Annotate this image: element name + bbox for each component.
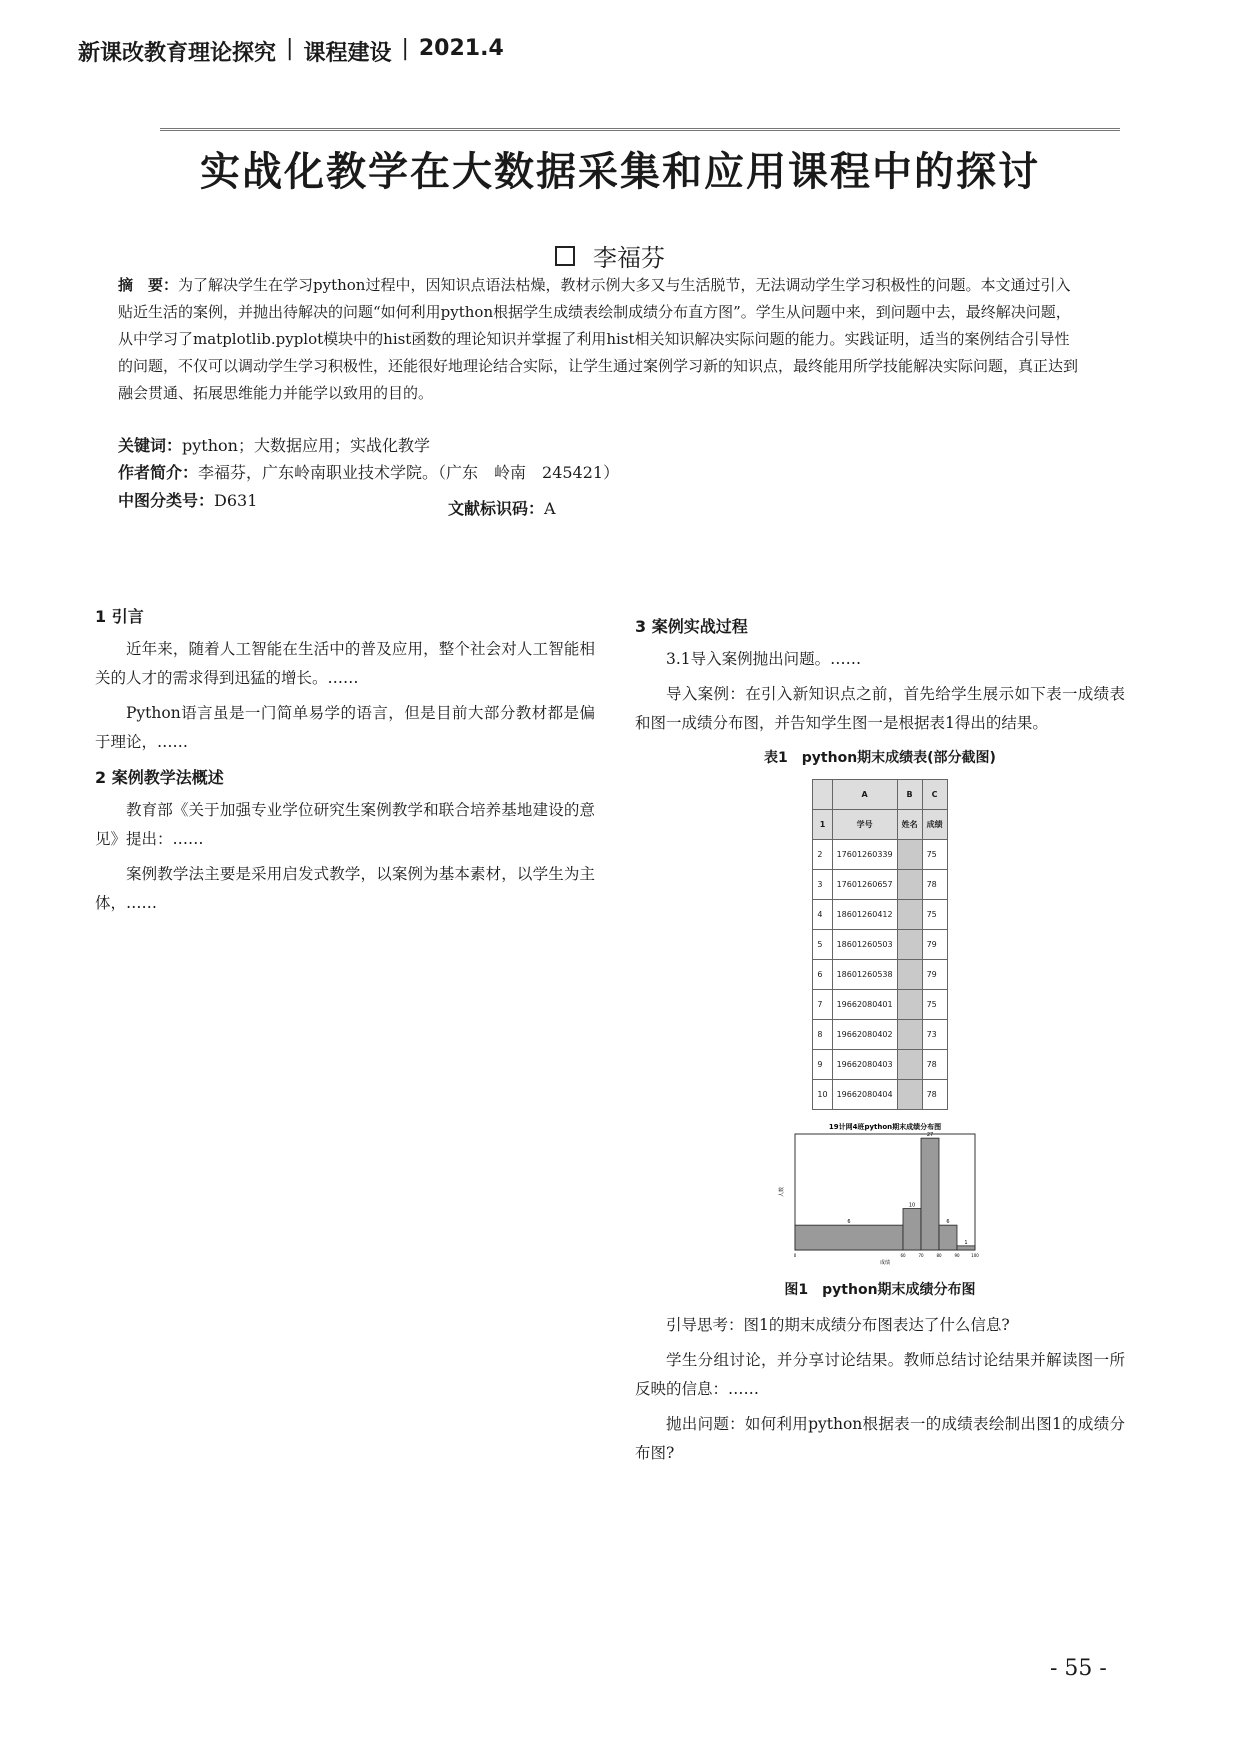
column-header: 姓名 [897, 810, 922, 840]
student-id-cell: 18601260412 [832, 900, 897, 930]
row-number-cell: 5 [813, 930, 832, 960]
row-number-cell: 7 [813, 990, 832, 1020]
score-cell: 75 [922, 840, 947, 870]
student-id-cell: 19662080401 [832, 990, 897, 1020]
bio-text: 李福芬，广东岭南职业技术学院。（广东 岭南 245421） [198, 463, 620, 482]
row-number-cell [813, 780, 832, 810]
redacted-name-cell [897, 990, 922, 1020]
score-cell: 78 [922, 1080, 947, 1110]
score-cell: 75 [922, 990, 947, 1020]
histogram-bar [939, 1225, 957, 1250]
doc-code-label: 文献标识码： [448, 499, 545, 518]
page-number: - 55 - [1050, 1656, 1107, 1681]
table-row [813, 1020, 947, 1050]
paragraph: 3.1导入案例抛出问题。…… [666, 650, 862, 668]
row-number-cell: 10 [813, 1080, 832, 1110]
section-heading-3: 3 案例实战过程 [635, 617, 748, 636]
table-row [813, 900, 947, 930]
paragraph: 近年来，随着人工智能在生活中的普及应用，整个社会对人工智能相关的人才的需求得到迅猛的增长。…… [95, 640, 595, 687]
score-cell: 73 [922, 1020, 947, 1050]
paragraph: Python语言虽是一门简单易学的语言，但是目前大部分教材都是偏于理论，…… [95, 704, 595, 751]
student-id-cell: 17601260339 [832, 840, 897, 870]
column-header: 成绩 [922, 810, 947, 840]
author-line [555, 238, 665, 273]
column-header: 学号 [832, 810, 897, 840]
redacted-name-cell [897, 1050, 922, 1080]
paper-title: 实战化教学在大数据采集和应用课程中的探讨 [200, 149, 1040, 195]
paragraph: 引导思考：图1的期末成绩分布图表达了什么信息? [666, 1316, 1010, 1334]
bar-value-label: 1 [964, 1239, 968, 1246]
histogram-bar [921, 1138, 939, 1250]
x-axis-label: 成绩 [879, 1260, 891, 1266]
y-axis-label: 人数 [779, 1186, 785, 1198]
redacted-name-cell [897, 840, 922, 870]
score-cell: 79 [922, 930, 947, 960]
bar-value-label: 6 [847, 1219, 851, 1226]
table-row [813, 930, 947, 960]
table-row [813, 990, 947, 1020]
section-heading-1: 1 引言 [95, 607, 144, 626]
keywords-text: python；大数据应用；实战化教学 [182, 436, 430, 455]
column-letter: A [832, 780, 897, 810]
table-row [813, 1050, 947, 1080]
table-row [813, 1080, 947, 1110]
student-id-cell: 19662080402 [832, 1020, 897, 1050]
row-number-cell: 3 [813, 870, 832, 900]
table-row [813, 840, 947, 870]
paragraph: 导入案例：在引入新知识点之前，首先给学生展示如下表一成绩表和图一成绩分布图，并告知学生图一是根据表1得出的结果。 [635, 685, 1125, 732]
issue: 2021.4 [418, 36, 504, 61]
running-header: 新课改教育理论探究 | 课程建设 | 2021.4 [78, 36, 504, 66]
row-number-cell: 2 [813, 840, 832, 870]
classification [118, 488, 257, 511]
paragraph: 抛出问题：如何利用python根据表一的成绩表绘制出图1的成绩分布图? [635, 1415, 1125, 1462]
redacted-name-cell [897, 960, 922, 990]
journal-name: 新课改教育理论探究 [78, 41, 277, 66]
histogram-bar [795, 1225, 903, 1250]
abstract-label: 摘 要： [118, 276, 179, 294]
redacted-name-cell [897, 1080, 922, 1110]
paragraph: 学生分组讨论，并分享讨论结果。教师总结讨论结果并解读图一所反映的信息：…… [635, 1351, 1125, 1398]
figure-caption: 图1 python期末成绩分布图 [784, 1282, 976, 1298]
student-id-cell: 18601260503 [832, 930, 897, 960]
classification-label: 中图分类号： [118, 491, 215, 510]
row-number-cell: 8 [813, 1020, 832, 1050]
grade-table-body [813, 780, 947, 1110]
table-caption: 表1 python期末成绩表(部分截图) [764, 750, 996, 766]
classification-value: D631 [214, 491, 258, 510]
column-letter: B [897, 780, 922, 810]
table-row [813, 870, 947, 900]
bio-label: 作者简介： [118, 463, 199, 482]
keywords [118, 433, 430, 456]
row-number-cell: 6 [813, 960, 832, 990]
bar-value-label: 27 [926, 1132, 934, 1139]
paragraph: 教育部《关于加强专业学位研究生案例教学和联合培养基地建设的意见》提出：…… [95, 801, 595, 848]
doc-code [448, 496, 556, 519]
box-icon [555, 246, 575, 266]
abstract [118, 272, 1078, 407]
grade-table [812, 779, 947, 1110]
row-number-cell: 9 [813, 1050, 832, 1080]
bar-value-label: 6 [946, 1219, 950, 1226]
x-tick-label: 100 [971, 1253, 979, 1258]
redacted-name-cell [897, 930, 922, 960]
score-cell: 75 [922, 900, 947, 930]
score-cell: 78 [922, 870, 947, 900]
keywords-label: 关键词： [118, 436, 183, 455]
left-column [95, 598, 595, 924]
author-name: 李福芬 [593, 244, 665, 272]
table-row [813, 780, 947, 810]
header-rule [160, 128, 1120, 131]
score-cell: 79 [922, 960, 947, 990]
student-id-cell: 18601260538 [832, 960, 897, 990]
table-row [813, 960, 947, 990]
right-column [635, 608, 1125, 1474]
table-row [813, 810, 947, 840]
row-number-cell: 4 [813, 900, 832, 930]
author-bio [118, 460, 619, 483]
redacted-name-cell [897, 1020, 922, 1050]
histogram-bar [903, 1209, 921, 1250]
histogram-chart [775, 1118, 985, 1268]
student-id-cell: 17601260657 [832, 870, 897, 900]
redacted-name-cell [897, 870, 922, 900]
student-id-cell: 19662080403 [832, 1050, 897, 1080]
x-tick-label: 70 [918, 1253, 924, 1258]
row-number-cell: 1 [813, 810, 832, 840]
redacted-name-cell [897, 900, 922, 930]
x-tick-label: 0 [793, 1253, 797, 1258]
section-heading-2: 2 案例教学法概述 [95, 768, 224, 787]
doc-code-value: A [544, 499, 556, 518]
histogram-bar [957, 1246, 975, 1250]
abstract-text: 为了解决学生在学习python过程中，因知识点语法枯燥，教材示例大多又与生活脱节，无法调动学生学习积极性的问题。本文通过引入贴近生活的案例，并抛出待解决的问题“如何利用python根据学生成绩表绘制成绩分布直方图”。学生从问题中来，到问题中去，最终解决问题，从中学习了matplotlib.pyplot模块中的hist函数的理论知识并掌握了利用hist相关知识解决实际问题的能力。实践证明，适当的案例结合引导性的问题，不仅可以调动学生学习积极性，还能很好地理论结合实际，让学生通过案例学习新的知识点，最终能用所学技能解决实际问题，真正达到融会贯通、拓展思维能力并能学以致用的目的。 [118, 276, 1079, 402]
x-tick-label: 80 [936, 1253, 942, 1258]
x-tick-label: 60 [900, 1253, 906, 1258]
column-letter: C [922, 780, 947, 810]
x-tick-label: 90 [954, 1253, 960, 1258]
bar-value-label: 10 [908, 1202, 916, 1209]
score-cell: 78 [922, 1050, 947, 1080]
section-name: 课程建设 [303, 41, 392, 66]
chart-title: 19计网4班python期末成绩分布图 [828, 1123, 942, 1131]
paragraph: 案例教学法主要是采用启发式教学，以案例为基本素材，以学生为主体，…… [95, 865, 595, 912]
student-id-cell: 19662080404 [832, 1080, 897, 1110]
